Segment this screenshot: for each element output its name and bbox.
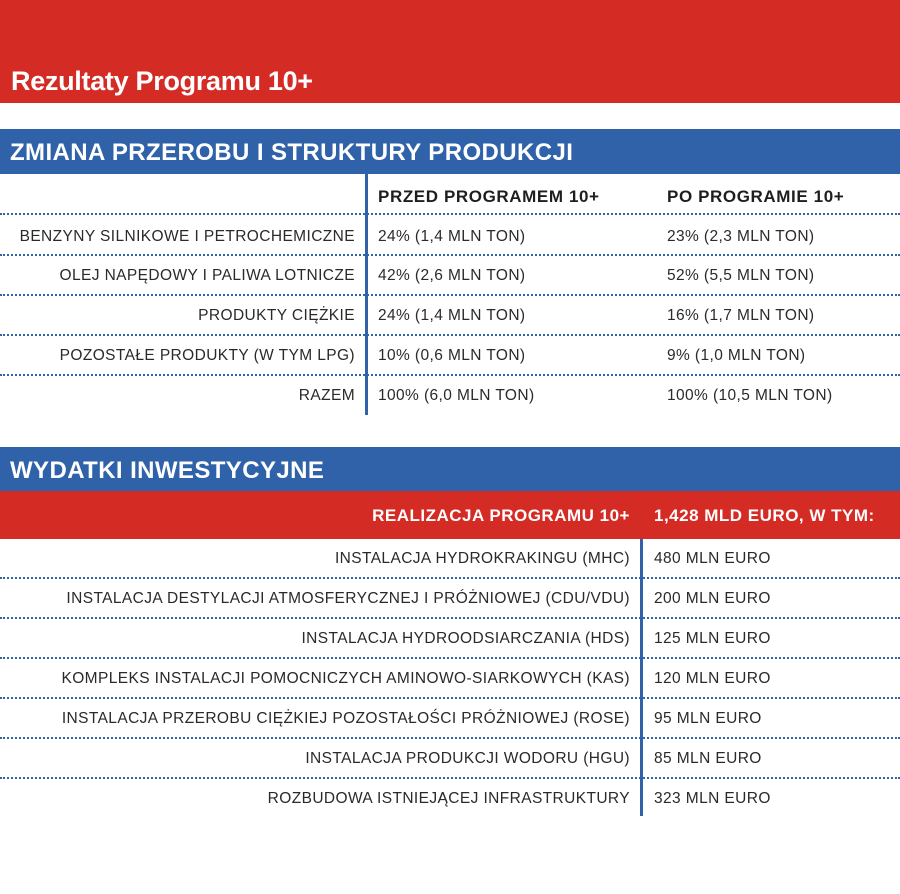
title-banner [0, 0, 900, 103]
page-title: Rezultaty Programu 10+ [11, 66, 313, 96]
row-label: INSTALACJA HYDROKRAKINGU (MHC) [334, 550, 630, 567]
row-divider [0, 254, 900, 256]
row-divider [0, 577, 900, 579]
row-before-value: 24% (1,4 MLN TON) [378, 228, 526, 245]
row-label: INSTALACJA PRZEROBU CIĘŻKIEJ POZOSTAŁOŚCI PRÓŻNIOWEJ (ROSE) [61, 710, 630, 727]
col-header-before: PRZED PROGRAMEM 10+ [378, 187, 600, 206]
row-label: OLEJ NAPĘDOWY I PALIWA LOTNICZE [59, 267, 355, 284]
row-divider [0, 334, 900, 336]
row-value: 95 MLN EURO [654, 710, 762, 727]
row-divider [0, 617, 900, 619]
row-before-value: 42% (2,6 MLN TON) [378, 267, 526, 284]
row-value: 85 MLN EURO [654, 750, 762, 767]
investment-header-label: REALIZACJA PROGRAMU 10+ [372, 506, 630, 525]
row-divider [0, 777, 900, 779]
row-value: 200 MLN EURO [654, 590, 771, 607]
row-label: BENZYNY SILNIKOWE I PETROCHEMICZNE [19, 228, 355, 245]
row-value: 480 MLN EURO [654, 550, 771, 567]
row-value: 125 MLN EURO [654, 630, 771, 647]
row-value: 120 MLN EURO [654, 670, 771, 687]
column-divider [640, 539, 643, 816]
row-divider [0, 657, 900, 659]
row-before-value: 100% (6,0 MLN TON) [378, 387, 535, 404]
row-label: INSTALACJA PRODUKCJI WODORU (HGU) [305, 750, 630, 767]
row-after-value: 9% (1,0 MLN TON) [667, 347, 806, 364]
production-section-header [0, 129, 900, 174]
row-after-value: 23% (2,3 MLN TON) [667, 228, 815, 245]
row-label: POZOSTAŁE PRODUKTY (W TYM LPG) [59, 347, 355, 364]
col-header-after: PO PROGRAMIE 10+ [667, 187, 845, 206]
row-before-value: 24% (1,4 MLN TON) [378, 307, 526, 324]
row-after-value: 16% (1,7 MLN TON) [667, 307, 815, 324]
row-divider [0, 697, 900, 699]
row-label: INSTALACJA HYDROODSIARCZANIA (HDS) [301, 630, 630, 647]
investment-header-value: 1,428 MLD EURO, W TYM: [654, 506, 875, 525]
row-label: INSTALACJA DESTYLACJI ATMOSFERYCZNEJ I PRÓŻNIOWEJ (CDU/VDU) [66, 590, 630, 607]
row-value: 323 MLN EURO [654, 790, 771, 807]
investment-summary-bar [0, 491, 900, 539]
investment-section-title: WYDATKI INWESTYCYJNE [10, 457, 325, 484]
row-after-value: 100% (10,5 MLN TON) [667, 387, 833, 404]
production-section-title: ZMIANA PRZEROBU I STRUKTURY PRODUKCJI [10, 139, 574, 166]
row-label: RAZEM [298, 387, 355, 404]
row-label: PRODUKTY CIĘŻKIE [198, 307, 355, 324]
row-divider [0, 374, 900, 376]
row-before-value: 10% (0,6 MLN TON) [378, 347, 526, 364]
row-label: KOMPLEKS INSTALACJI POMOCNICZYCH AMINOWO-SIARKOWYCH (KAS) [61, 670, 630, 687]
investment-section-header [0, 447, 900, 492]
row-after-value: 52% (5,5 MLN TON) [667, 267, 815, 284]
row-divider [0, 294, 900, 296]
row-divider [0, 213, 900, 215]
row-label: ROZBUDOWA ISTNIEJĄCEJ INFRASTRUKTURY [267, 790, 630, 807]
row-divider [0, 737, 900, 739]
